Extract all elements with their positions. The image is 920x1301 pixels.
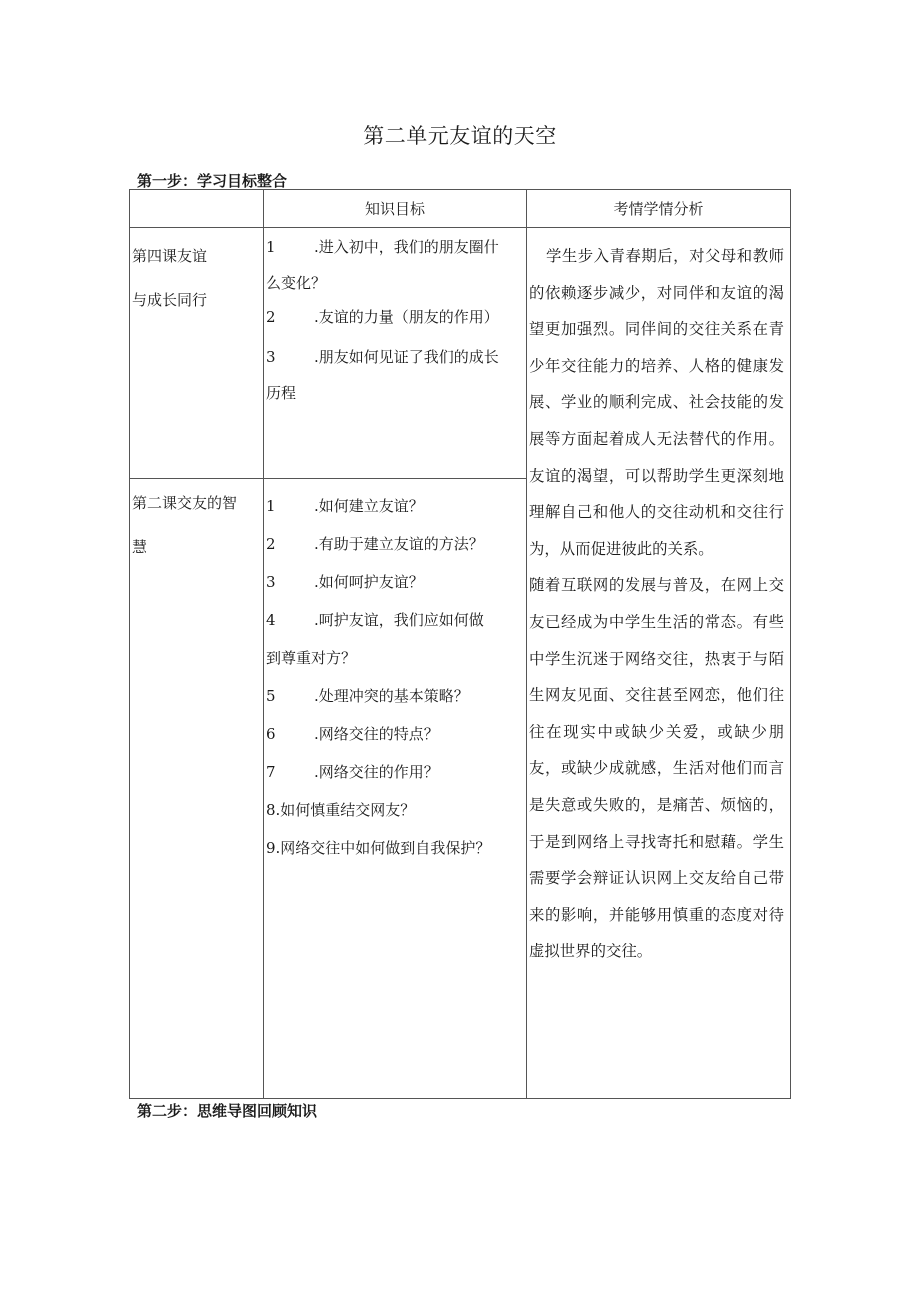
table-header-row [130, 190, 791, 228]
lesson-name-line: 与成长同行 [132, 291, 208, 309]
step-one-heading: 第一步：学习目标整合 [137, 172, 288, 190]
list-item: 6 .网络交往的特点？ [266, 725, 439, 743]
list-item: 7 .网络交往的作用？ [266, 763, 439, 781]
list-item: 1 .如何建立友谊？ [266, 497, 424, 515]
lesson-name-line: 慧 [132, 538, 148, 556]
step-two-heading: 第二步：思维导图回顾知识 [137, 1102, 318, 1120]
list-item: 3 .如何呵护友谊？ [266, 573, 424, 591]
list-item: 9.网络交往中如何做到自我保护？ [266, 839, 491, 857]
list-item: 1 .进入初中，我们的朋友圈什 [266, 238, 499, 256]
page-title: 第二单元友谊的天空 [363, 124, 557, 148]
list-item: 4 .呵护友谊，我们应如何做 [266, 611, 484, 629]
lesson-name-line: 第四课友谊 [132, 247, 208, 265]
list-item: 2 .友谊的力量（朋友的作用） [266, 308, 499, 326]
list-item: 2 .有助于建立友谊的方法？ [266, 535, 484, 553]
learning-goals-table [129, 189, 791, 1099]
list-item: 5 .处理冲突的基本策略？ [266, 687, 469, 705]
analysis-paragraph: 学生步入青春期后，对父母和教师的依赖逐步减少，对同伴和友谊的渴望更加强烈。同伴间的交往关系在青少年交往能力的培养、人格的健康发展、学业的顺利完成、社会技能的发展等方面起着成人无法替代的作用。友谊的渴望，可以帮助学生更深刻地理解自己和他人的交往动机和交往行为，从而促进彼此的关系。 [529, 247, 784, 558]
knowledge-goals-cell [264, 228, 527, 479]
lesson-name-line: 第二课交友的智 [132, 494, 238, 512]
list-item-continuation: 么变化？ [266, 274, 327, 292]
knowledge-goals-cell [264, 479, 527, 1099]
lesson-name-cell [130, 228, 264, 479]
list-item-continuation: 历程 [266, 384, 297, 402]
header-cell-empty [130, 190, 264, 228]
analysis-paragraph: 随着互联网的发展与普及，在网上交友已经成为中学生生活的常态。有些中学生沉迷于网络交往，热衷于与陌生网友见面、交往甚至网恋，他们往往在现实中或缺少关爱，或缺少朋友，或缺少成就感，生活对他们而言是失意或失败的，是痛苦、烦恼的，于是到网络上寻找寄托和慰藉。学生需要学会辩证认识网上交友给自己带来的影响，并能够用慎重的态度对待虚拟世界的交往。 [529, 576, 784, 961]
header-cell-knowledge-goals: 知识目标 [264, 190, 527, 228]
list-item-continuation: 到尊重对方？ [266, 649, 357, 667]
analysis-cell [527, 228, 791, 1099]
lesson-name-cell [130, 479, 264, 1099]
table-row [130, 228, 791, 479]
list-item: 3 .朋友如何见证了我们的成长 [266, 348, 499, 366]
header-cell-analysis: 考情学情分析 [527, 190, 791, 228]
list-item: 8.如何慎重结交网友？ [266, 801, 416, 819]
